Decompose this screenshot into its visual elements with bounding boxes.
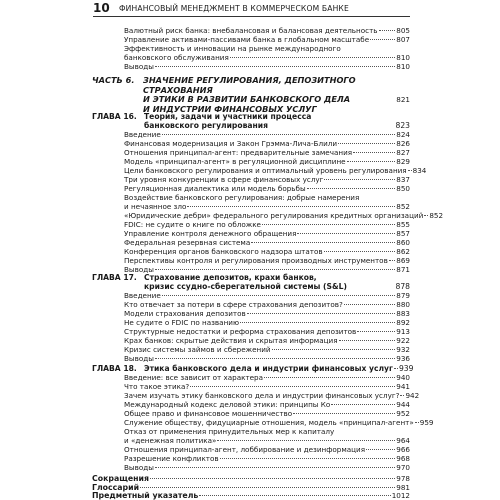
toc-entry	[124, 454, 410, 463]
toc-entry	[124, 436, 410, 445]
back-matter-title: Глоссарий	[92, 483, 140, 492]
chapter-label: ГЛАВА 16.	[92, 112, 137, 121]
toc-entry-page: 880	[396, 300, 410, 309]
chapter-title: Страхование депозитов, крахи банков, кризис ссудно-сберегательной системы (S&L)	[144, 273, 347, 291]
toc-entry-line: Отказ от применения принудительных мер к капиталу	[124, 427, 335, 436]
toc-entry-page: 966	[396, 445, 410, 454]
toc-entry	[124, 220, 410, 229]
toc-entry-page: 932	[396, 345, 410, 354]
toc-entry-title: Введение: все зависит от характера	[124, 373, 264, 382]
toc-entry-title: и «денежная политика»	[124, 436, 217, 445]
toc-entry-title: Выводы	[124, 354, 154, 363]
toc-entry-page: 862	[396, 247, 410, 256]
chapter-page: 878	[395, 282, 410, 291]
toc-entry	[124, 354, 410, 363]
toc-entry-title: «Юридические дебри» федерального регулирования кредитных организаций	[124, 211, 424, 220]
toc-entry	[124, 184, 410, 193]
toc-entry	[124, 382, 410, 391]
toc-entry-title: и нечаянное зло	[124, 202, 187, 211]
toc-entry-page: 944	[396, 400, 410, 409]
toc-entry-page: 922	[396, 336, 410, 345]
toc-entry-page: 857	[396, 229, 410, 238]
toc-entry-title: Не судите о FDIC по названию	[124, 318, 239, 327]
toc-entry-title: Зачем изучать этику банковского дела и индустрии финансовых услуг?	[124, 391, 400, 400]
toc-entry-page: 826	[396, 139, 410, 148]
toc-entry-page: 855	[396, 220, 410, 229]
toc-entry-page: 824	[396, 130, 410, 139]
toc-entry-title: Финансовая модернизация и Закон Грэмма-Лича-Блили	[124, 139, 338, 148]
toc-entry	[124, 445, 410, 454]
toc-entry-page: 807	[396, 35, 410, 44]
toc-entry	[124, 291, 410, 300]
toc-entry-title: банковского обслуживания	[124, 53, 229, 62]
toc-entry	[124, 211, 444, 220]
toc-entry	[124, 53, 410, 62]
chapter-heading	[92, 364, 414, 373]
toc-entry-title: Выводы	[124, 265, 154, 274]
toc-entry	[124, 229, 410, 238]
chapter-heading	[92, 112, 410, 130]
toc-entry-title: Служение обществу, фидуциарные отношения, модель «принципал-агент»	[124, 418, 414, 427]
toc-entry-title: Федеральная резервная система	[124, 238, 251, 247]
toc-entry	[124, 418, 434, 427]
running-head: ФИНАНСОВЫЙ МЕНЕДЖМЕНТ В КОММЕРЧЕСКОМ БАНКЕ	[119, 4, 349, 13]
toc-entry	[124, 300, 410, 309]
toc-entry-title: Введение	[124, 291, 161, 300]
toc-entry-title: Управление контроля денежного обращения	[124, 229, 297, 238]
toc-entry-title: Крах банков: скрытые действия и скрытая информация	[124, 336, 338, 345]
toc-entry-page: 834	[412, 166, 427, 175]
toc-entry-page: 959	[419, 418, 434, 427]
toc-entry	[124, 336, 410, 345]
back-matter-page: 1012	[391, 491, 410, 500]
toc-entry-page: 964	[396, 436, 410, 445]
toc-entry-page: 869	[396, 256, 410, 265]
toc-entry-page: 805	[396, 26, 410, 35]
toc-entry-page: 810	[396, 53, 410, 62]
toc-entry-title: FDIC: не судите о книге по обложке	[124, 220, 261, 229]
toc-entry	[124, 130, 410, 139]
toc-entry-page: 941	[396, 382, 410, 391]
toc-entry-title: Разрешение конфликтов	[124, 454, 219, 463]
toc-entry-page: 860	[396, 238, 410, 247]
toc-entry	[124, 309, 410, 318]
toc-entry-title: Кризис системы займов и сбережений	[124, 345, 271, 354]
back-matter-title: Сокращения	[92, 474, 149, 483]
part-heading	[92, 75, 410, 114]
toc-entry-title: Модель «принципал-агент» в регуляционной дисциплине	[124, 157, 346, 166]
toc-entry-title: Отношения принципал-агент, лоббирование и дезинформация	[124, 445, 366, 454]
toc-entry	[124, 345, 410, 354]
toc-entry	[124, 175, 410, 184]
toc-entry-page: 970	[396, 463, 410, 472]
chapter-page: 939	[398, 364, 414, 373]
toc-entry-title: Выводы	[124, 463, 154, 472]
toc-entry-page: 913	[396, 327, 410, 336]
part-label: ЧАСТЬ 6.	[92, 75, 135, 85]
toc-entry	[124, 409, 410, 418]
toc-entry-title: Структурные недостатки и реформа страхования депозитов	[124, 327, 357, 336]
toc-entry-page: 829	[396, 157, 410, 166]
toc-entry-page: 936	[396, 354, 410, 363]
chapter-heading	[92, 273, 410, 291]
toc-entry-title: Выводы	[124, 62, 154, 71]
toc-entry-title: Регуляционная диалектика или модель борьбы	[124, 184, 306, 193]
toc-entry-title: Конференция органов банковского надзора штатов	[124, 247, 323, 256]
back-matter-entry	[92, 474, 410, 483]
toc-entry	[124, 62, 410, 71]
back-matter-entry	[92, 491, 410, 500]
toc-entry-line: Эффективность и инновации на рынке международного	[124, 44, 341, 53]
toc-entry-title: Валютный риск банка: внебалансовая и балансовая деятельность	[124, 26, 378, 35]
toc-entry	[124, 148, 410, 157]
toc-entry-page: 871	[396, 265, 410, 274]
toc-entry	[124, 139, 410, 148]
chapter-page: 823	[395, 121, 410, 130]
toc-entry-page: 850	[396, 184, 410, 193]
toc-entry	[124, 391, 420, 400]
back-matter-page: 978	[396, 474, 410, 483]
toc-entry	[124, 400, 410, 409]
toc-entry-page: 952	[396, 409, 410, 418]
page-number: 10	[93, 1, 110, 15]
toc-entry-title: Отношения принципал-агент: предварительные замечания	[124, 148, 353, 157]
toc-entry-title: Международный кодекс деловой этики: принципы Ко	[124, 400, 331, 409]
toc-entry	[124, 256, 410, 265]
toc-entry-page: 940	[396, 373, 410, 382]
toc-entry-title: Что такое этика?	[124, 382, 190, 391]
toc-entry-page: 942	[405, 391, 420, 400]
toc-entry-page: 892	[396, 318, 410, 327]
chapter-title: Этика банковского дела и индустрии финансовых услуг	[144, 364, 393, 373]
toc-entry-title: Цели банковского регулирования и оптимальный уровень регулирования	[124, 166, 407, 175]
toc-entry-title: Введение	[124, 130, 161, 139]
page-header	[93, 2, 410, 17]
toc-entry	[124, 373, 410, 382]
back-matter-page: 981	[396, 483, 410, 492]
toc-entry-page: 968	[396, 454, 410, 463]
toc-entry	[124, 247, 410, 256]
toc-entry	[124, 26, 410, 35]
toc-entry	[124, 157, 410, 166]
back-matter-title: Предметный указатель	[92, 491, 199, 500]
toc-entry-page: 883	[396, 309, 410, 318]
toc-entry	[124, 463, 410, 472]
toc-entry-page: 852	[429, 211, 444, 220]
chapter-title: Теория, задачи и участники процесса банковского регулирования	[144, 112, 312, 130]
part-title: ЗНАЧЕНИЕ РЕГУЛИРОВАНИЯ, ДЕПОЗИТНОГО СТРАХОВАНИЯ И ЭТИКИ В РАЗВИТИИ БАНКОВСКОГО ДЕЛА И ИНДУСТРИИ ФИНАНСОВЫХ УСЛУГ	[143, 75, 356, 114]
toc-entry-page: 810	[396, 62, 410, 71]
toc-entry	[124, 166, 427, 175]
toc-entry-title: Общее право и финансовое мошенничество	[124, 409, 293, 418]
toc-entry	[124, 202, 410, 211]
chapter-label: ГЛАВА 18.	[92, 364, 137, 373]
toc-entry	[124, 327, 410, 336]
toc-entry-title: Кто отвечает за потери в сфере страхования депозитов?	[124, 300, 343, 309]
toc-entry-title: Перспективы контроля и регулирования производных инструментов	[124, 256, 388, 265]
toc-entry-page: 837	[396, 175, 410, 184]
toc-entry	[124, 318, 410, 327]
toc-entry-page: 879	[396, 291, 410, 300]
chapter-label: ГЛАВА 17.	[92, 273, 137, 282]
toc-entry-line: Воздействие банковского регулирования: добрые намерения	[124, 193, 360, 202]
toc-entry	[124, 35, 410, 44]
toc-entry	[124, 238, 410, 247]
toc-entry-title: Управление активами-пассивами банка в глобальном масштабе	[124, 35, 370, 44]
toc-entry-title: Три уровня конкуренции в сфере финансовых услуг	[124, 175, 324, 184]
toc-entry-title: Модели страхования депозитов	[124, 309, 246, 318]
toc-entry-page: 827	[396, 148, 410, 157]
part-page: 821	[396, 95, 410, 104]
toc-entry-page: 852	[396, 202, 410, 211]
